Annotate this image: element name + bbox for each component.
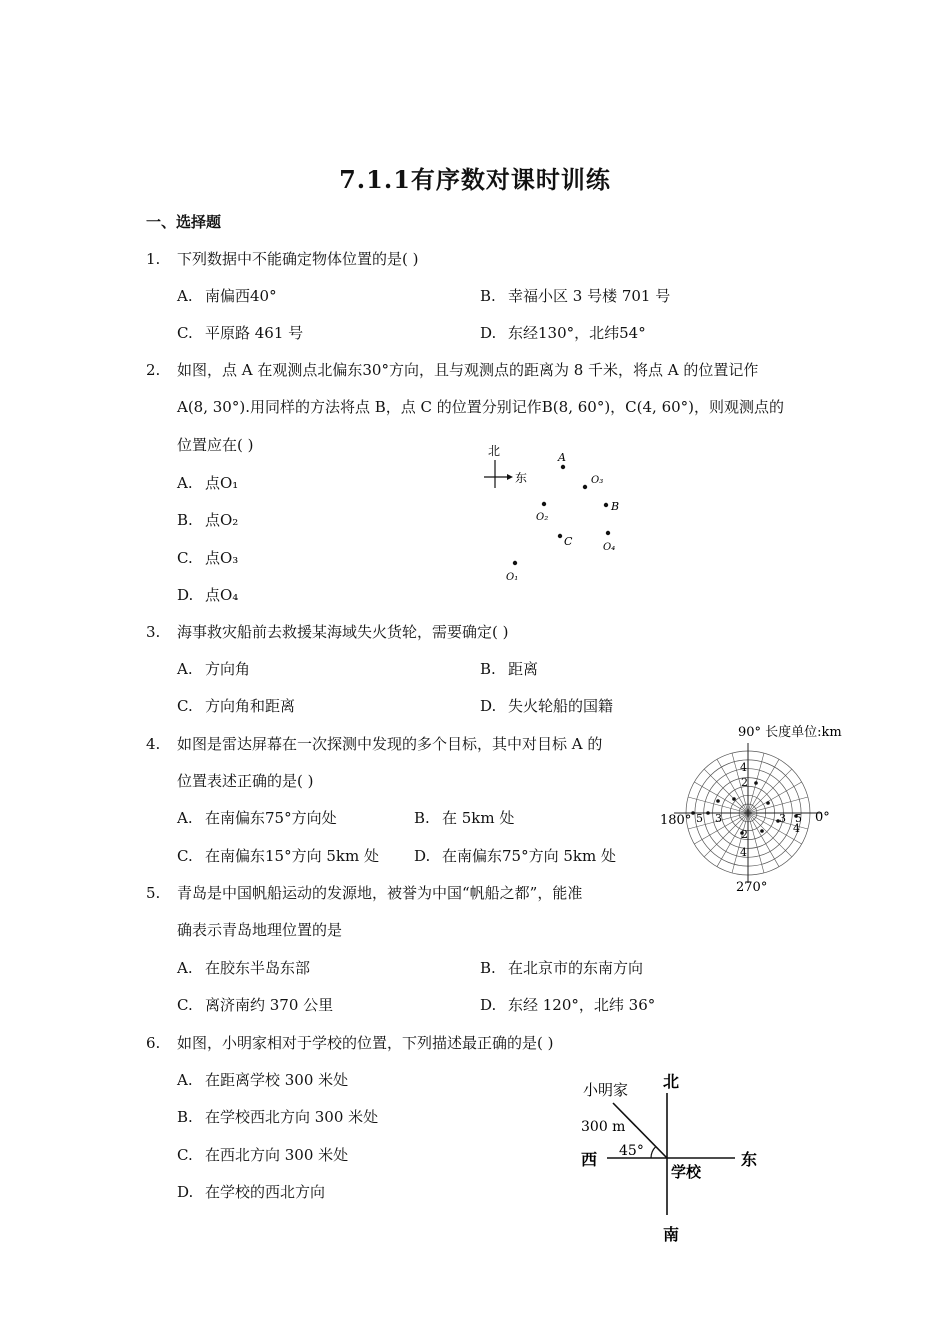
point-c <box>558 534 562 538</box>
option-a[interactable]: A. 在胶东半岛东部 <box>177 959 311 977</box>
point-label: O₄ <box>603 542 616 553</box>
angle-label: 45° <box>619 1143 644 1159</box>
option-text: 失火轮船的国籍 <box>508 697 614 715</box>
option-c[interactable]: C. 点O₃ <box>177 549 239 567</box>
radar-left-label: 180° <box>660 813 692 828</box>
question-text: 海事救灾船前去救援某海域失火货轮，需要确定( ) <box>177 623 509 641</box>
point-o1 <box>513 561 517 565</box>
option-text: 在南偏东75°方向处 <box>205 809 337 827</box>
question-text: 如图，小明家相对于学校的位置，下列描述最正确的是( ) <box>177 1034 554 1052</box>
option-text: 东经 120°，北纬 36° <box>508 996 656 1014</box>
option-c[interactable]: C. 在南偏东15°方向 5km 处 <box>177 847 379 865</box>
option-text: 在胶东半岛东部 <box>205 959 311 977</box>
question-text: A(8, 30°).用同样的方法将点 B，点 C 的位置分别记作B(8, 60°)，C(4, 60°)，则观测点的 <box>177 398 785 416</box>
option-d[interactable]: D. 东经 120°，北纬 36° <box>480 996 656 1014</box>
radar-scale-digit: 2 <box>741 828 748 841</box>
option-b[interactable]: B. 距离 <box>480 660 539 678</box>
school-label: 学校 <box>671 1163 702 1181</box>
option-d[interactable]: D. 点O₄ <box>177 586 239 604</box>
option-text: 点O₄ <box>205 586 239 604</box>
option-text: 距离 <box>508 660 539 678</box>
radar-target <box>732 797 736 801</box>
option-text: 在南偏东75°方向 5km 处 <box>442 847 616 865</box>
option-text: 方向角 <box>205 660 251 678</box>
east-label: 东 <box>515 471 528 485</box>
question-text: 确表示青岛地理位置的是 <box>177 921 343 939</box>
radar-spoke <box>748 813 764 873</box>
radar-scale-digit: 5 <box>795 812 802 825</box>
radar-scale-digit: 4 <box>740 761 747 774</box>
option-text: 在学校西北方向 300 米处 <box>205 1108 379 1126</box>
radar-right-label: 0° <box>815 810 830 825</box>
distance-label: 300 m <box>581 1119 626 1135</box>
option-a[interactable]: A. 南偏西40° <box>177 287 277 305</box>
radar-screen-figure <box>655 718 870 898</box>
question-number: 4. <box>146 735 161 753</box>
east-label: 东 <box>741 1150 758 1169</box>
point-label: O₂ <box>536 512 549 523</box>
option-text: 在距离学校 300 米处 <box>205 1071 349 1089</box>
question-text: 如图是雷达屏幕在一次探测中发现的多个目标，其中对目标 A 的 <box>177 735 603 753</box>
radar-target <box>760 829 764 833</box>
question-number: 1. <box>146 250 161 268</box>
option-b[interactable]: B. 点O₂ <box>177 511 239 529</box>
west-label: 西 <box>581 1150 598 1169</box>
radar-scale-digit: 2 <box>741 776 748 789</box>
north-label: 北 <box>488 444 501 458</box>
option-text: 方向角和距离 <box>205 697 296 715</box>
option-text: 离济南约 370 公里 <box>205 996 334 1014</box>
radar-scale-digit: 4 <box>793 822 800 835</box>
radar-scale-digit: 3 <box>715 812 722 825</box>
question-number: 2. <box>146 361 161 379</box>
radar-target <box>691 811 695 815</box>
option-text: 点O₂ <box>205 511 239 529</box>
option-c[interactable]: C. 方向角和距离 <box>177 697 296 715</box>
north-label: 北 <box>663 1072 680 1091</box>
question-number: 5. <box>146 884 161 902</box>
question-text: 位置表述正确的是( ) <box>177 772 314 790</box>
option-text: 在学校的西北方向 <box>205 1183 326 1201</box>
option-c[interactable]: C. 在西北方向 300 米处 <box>177 1146 349 1164</box>
page-title: 7.1.1有序数对课时训练 <box>339 165 611 194</box>
radar-spoke <box>748 769 792 813</box>
home-label: 小明家 <box>583 1081 629 1099</box>
observation-points-figure <box>478 438 638 588</box>
option-d[interactable]: D. 在学校的西北方向 <box>177 1183 326 1201</box>
option-a[interactable]: A. 方向角 <box>177 660 251 678</box>
option-d[interactable]: D. 东经130°，北纬54° <box>480 324 646 342</box>
option-text: 在北京市的东南方向 <box>508 959 644 977</box>
option-d[interactable]: D. 在南偏东75°方向 5km 处 <box>414 847 616 865</box>
radar-scale-digit: 4 <box>740 846 747 859</box>
option-text: 点O₁ <box>205 474 239 492</box>
point-label: C <box>564 535 573 548</box>
section-title: 一、选择题 <box>146 213 222 231</box>
option-text: 幸福小区 3 号楼 701 号 <box>508 287 671 305</box>
question-text: 如图，点 A 在观测点北偏东30°方向，且与观测点的距离为 8 千米，将点 A 的位置记作 <box>177 361 759 379</box>
option-b[interactable]: B. 在北京市的东南方向 <box>480 959 644 977</box>
option-text: 东经130°，北纬54° <box>508 324 646 342</box>
point-label: O₃ <box>591 475 604 486</box>
option-text: 在西北方向 300 米处 <box>205 1146 349 1164</box>
radar-spoke <box>748 797 808 813</box>
point-label: O₁ <box>506 572 519 583</box>
radar-target <box>706 811 710 815</box>
question-text: 下列数据中不能确定物体位置的是( ) <box>177 250 419 268</box>
south-label: 南 <box>663 1225 680 1244</box>
option-text: 南偏西40° <box>205 287 277 305</box>
radar-top-label: 90° 长度单位:km <box>738 725 842 740</box>
radar-scale-digit: 3 <box>779 812 786 825</box>
radar-target <box>754 781 758 785</box>
east-arrow-icon <box>507 474 513 480</box>
angle-arc <box>651 1147 656 1158</box>
point-a <box>561 465 565 469</box>
option-text: 在南偏东15°方向 5km 处 <box>205 847 379 865</box>
radar-spoke <box>732 813 748 873</box>
option-d[interactable]: D. 失火轮船的国籍 <box>480 697 614 715</box>
option-a[interactable]: A. 在南偏东75°方向处 <box>177 809 337 827</box>
question-number: 3. <box>146 623 161 641</box>
option-c[interactable]: C. 离济南约 370 公里 <box>177 996 334 1014</box>
option-a[interactable]: A. 点O₁ <box>177 474 239 492</box>
point-o2 <box>542 502 546 506</box>
option-text: 点O₃ <box>205 549 239 567</box>
question-number: 6. <box>146 1034 161 1052</box>
option-b[interactable]: B. 在学校西北方向 300 米处 <box>177 1108 379 1126</box>
option-text: 在 5km 处 <box>442 809 515 827</box>
option-a[interactable]: A. 在距离学校 300 米处 <box>177 1071 349 1089</box>
question-text: 位置应在( ) <box>177 436 254 454</box>
radar-scale-digit: 5 <box>696 812 703 825</box>
point-label: B <box>611 500 620 513</box>
option-c[interactable]: C. 平原路 461 号 <box>177 324 304 342</box>
school-position-figure <box>575 1065 775 1250</box>
point-o3 <box>583 485 587 489</box>
point-o4 <box>606 531 610 535</box>
option-b[interactable]: B. 幸福小区 3 号楼 701 号 <box>480 287 671 305</box>
point-b <box>604 503 608 507</box>
point-label: A <box>558 451 566 464</box>
option-text: 平原路 461 号 <box>205 324 304 342</box>
option-b[interactable]: B. 在 5km 处 <box>414 809 515 827</box>
question-text: 青岛是中国帆船运动的发源地，被誉为中国“帆船之都”，能准 <box>177 884 583 902</box>
radar-bottom-label: 270° <box>736 880 768 895</box>
radar-target <box>716 799 720 803</box>
radar-target <box>766 801 770 805</box>
